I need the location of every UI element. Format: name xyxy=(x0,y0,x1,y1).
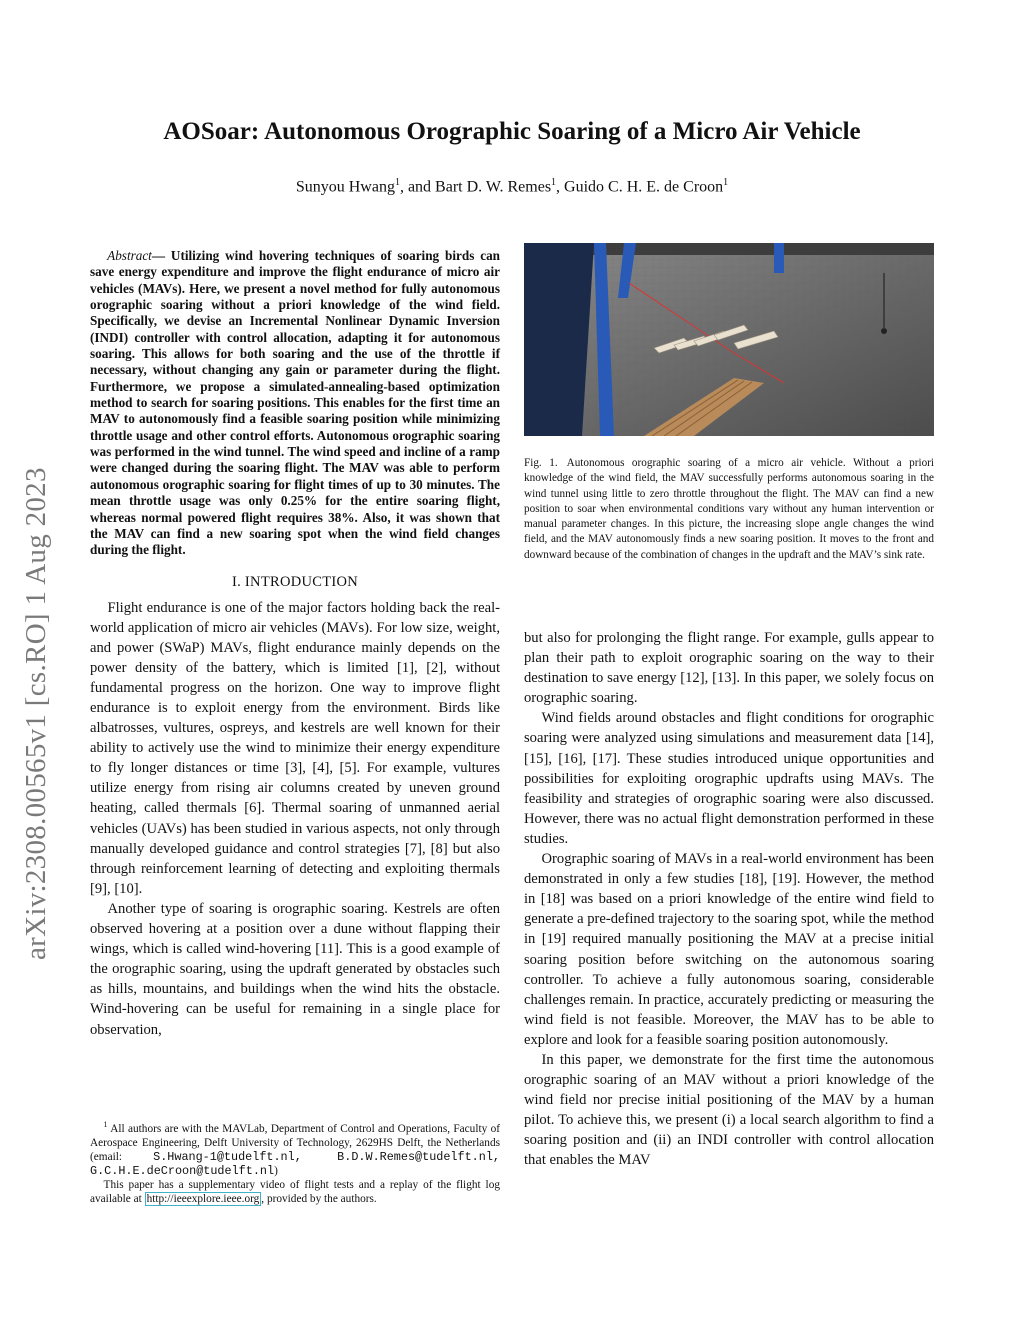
affiliation-mark: 1 xyxy=(394,177,400,188)
author-list xyxy=(0,177,1024,196)
affiliation-footnote xyxy=(90,1118,500,1178)
figure-label: Fig. 1. xyxy=(524,457,558,469)
footnote-mark: 1 xyxy=(103,1120,108,1129)
arxiv-identifier: arXiv:2308.00565v1 [cs.RO] 1 Aug 2023 xyxy=(20,467,52,960)
affiliation-mark: 1 xyxy=(723,177,729,188)
footnote-text: , provided by the authors. xyxy=(261,1192,377,1205)
wind-tunnel-photo xyxy=(524,243,934,436)
abstract-text: Utilizing wind hovering techniques of soaring birds can save energy expenditure and improve the flight endurance of micro air vehicles (MAVs). Here, we present a novel method for fully autonomous orographic soaring without a priori knowledge of the wind field. Specifically, we devise an Incremental Nonlinear Dynamic Inversion (INDI) controller with control allocation, adapting it for autonomous soaring. This allows for both soaring and the use of the throttle if necessary, without changing any gain or parameter during the flight. Furthermore, we propose a simulated-annealing-based optimization method to search for soaring positions. This enables for the first time an MAV to autonomously find a feasible soaring position while minimizing throttle usage and other control efforts. Autonomous orographic soaring was performed in the wind tunnel. The wind speed and incline of a ramp were changed during the soaring flight. The MAV was able to perform autonomous orographic soaring for flight times of up to 30 minutes. The mean throttle usage was only 0.25% for the entire soaring flight, whereas normal powered flight requires 38%. Also, it was shown that the MAV can find a new soaring spot when the wind field changes during the flight. xyxy=(90,248,500,558)
author-emails: S.Hwang-1@tudelft.nl, B.D.W.Remes@tudelft.nl, G.C.H.E.deCroon@tudelft.nl xyxy=(90,1149,500,1178)
abstract xyxy=(90,248,500,559)
paragraph: Orographic soaring of MAVs in a real-world environment has been demonstrated in only a few studies [18], [19]. However, the method in [18] was based on a priori knowledge of the entire wind field to generate a pre-defined trajectory to the soaring spot, while the method in [19] required manually positioning the MAV at a precise initial soaring position before switching on the autonomous soaring controller. To achieve a fully autonomous soaring, considerable challenges remain. In practice, accurately predicting or measuring the wind field is not feasible. Moreover, the MAV has to be able to explore and look for a feasible soaring position autonomously. xyxy=(524,851,934,1048)
figure-caption-text: Autonomous orographic soaring of a micro air vehicle. Without a priori knowledge of the wind field, the MAV successfully performs autonomous soaring in the wind tunnel using little to zero throttle throughout the flight. The MAV can find a new position to soar when environmental conditions vary without any human intervention or manual parameter changes. In this picture, the increasing slope angle changes the wind field, and the MAV autonomously finds a new soaring position. It moves to the front and downward because of the combination of changes in the updraft and the MAV’s sink rate. xyxy=(524,457,934,561)
tunnel-side xyxy=(524,243,594,436)
left-column xyxy=(90,248,500,1040)
paper-title: AOSoar: Autonomous Orographic Soaring of a Micro Air Vehicle xyxy=(163,118,861,145)
paragraph: but also for prolonging the flight range. For example, gulls appear to plan their path to exploit orographic soaring on the way to their destination to save energy [12], [13]. In this paper, we solely focus on orographic soaring. xyxy=(524,630,934,707)
section-heading: I. INTRODUCTION xyxy=(231,573,359,590)
right-column xyxy=(524,628,934,1171)
abstract-lead: Abstract xyxy=(107,248,152,263)
abstract-dash: — xyxy=(151,248,166,263)
paragraph: In this paper, we demonstrate for the first time the autonomous orographic soaring of an MAV without a priori knowledge of the wind field nor precise initial positioning of the MAV by a human pilot. To achieve this, we present (i) a local search algorithm to find a soaring position and (ii) an INDI controller with control allocation that enables the MAV xyxy=(524,1051,934,1169)
author-name: , Guido C. H. E. de Croon xyxy=(556,178,724,196)
affiliation-mark: 1 xyxy=(551,177,557,188)
author-name: Sunyou Hwang xyxy=(295,178,395,196)
footnotes xyxy=(90,1118,500,1206)
figure-photo xyxy=(524,243,934,436)
paragraph: Another type of soaring is orographic soaring. Kestrels are often observed hovering at a position over a dune without flapping their wings, which is called wind-hovering [11]. This is a good example of the orographic soaring, using the updraft generated by obstacles such as hills, mountains, and buildings when the wind hits the obstacle. Wind-hovering can be useful for remaining in a single place for observation, xyxy=(90,900,500,1038)
author-name: , and Bart D. W. Remes xyxy=(399,178,552,196)
footnote-text: This paper has a supplementary video of flight tests and a replay of the flight log available at xyxy=(90,1178,500,1205)
paragraph: Wind fields around obstacles and flight conditions for orographic soaring were analyzed using simulations and measurement data [14], [15], [16], [17]. These studies introduced unique opportunities and possibilities for exploiting orographic updrafts using MAVs. The feasibility and strategies of orographic soaring were also discussed. However, there was no actual flight demonstration performed in these studies. xyxy=(524,710,934,847)
supplementary-link[interactable]: http://ieeexplore.ieee.org xyxy=(146,1192,260,1205)
footnote-text: All authors are with the MAVLab, Department of Control and Operations, Faculty of Aerospace Engineering, Delft University of Technology, 2629HS Delft, the Netherlands (email: xyxy=(90,1122,500,1163)
figure-caption xyxy=(524,456,934,563)
paragraph: Flight endurance is one of the major factors holding back the real-world application of micro air vehicles (MAVs). For low size, weight, and power (SWaP) MAVs, flight endurance mainly depends on the power density of the battery, which is limited [1], [2], without fundamental progress on the horizon. One way to improve flight endurance is to exploit energy from the environment. Birds like albatrosses, vultures, ospreys, and kestrels are well known for their ability to actively use the wind to minimize their energy expenditure to fly longer distances or time [3], [4], [5]. For example, vultures utilize energy from rising air columns created by uneven ground heating, called thermals [6]. Thermal soaring of unmanned aerial vehicles (UAVs) has been studied in various aspects, not only through manually developed guidance and control strategies [7], [8] but also through reinforcement learning of detecting and exploiting thermals [9], [10]. xyxy=(90,599,500,897)
video-footnote xyxy=(90,1178,500,1206)
blue-frame-bracket xyxy=(774,243,784,273)
footnote-text: ) xyxy=(274,1164,278,1177)
